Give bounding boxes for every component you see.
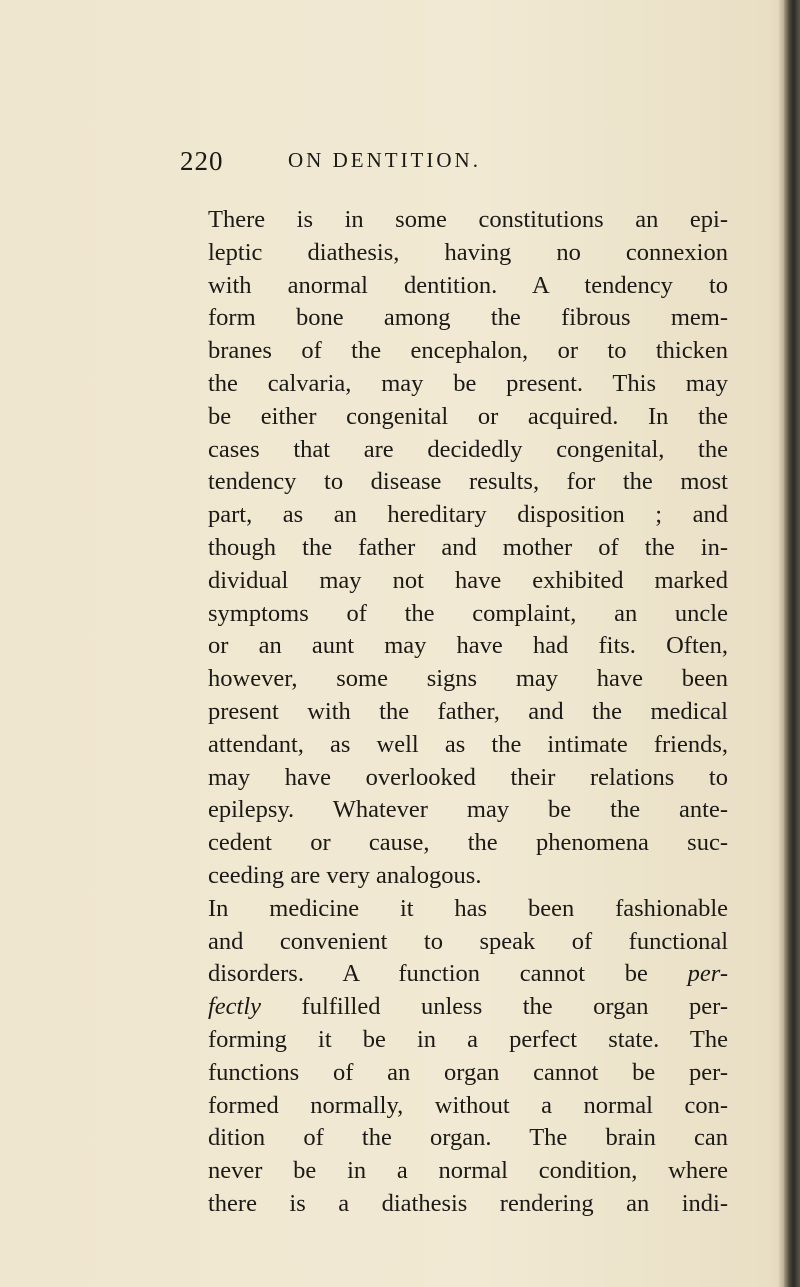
text-line: and convenient to speak of functional xyxy=(208,927,728,955)
text-line: the calvaria, may be present. This may xyxy=(208,369,728,397)
text-line-with-italic xyxy=(208,991,728,1024)
italic-word: fectly xyxy=(208,993,262,1021)
text-line: part, as an hereditary disposition ; and xyxy=(208,501,728,529)
text-line-with-italic xyxy=(208,958,728,991)
text-line: leptic diathesis, having no connexion xyxy=(208,238,728,266)
text-line: be either congenital or acquired. In the xyxy=(208,402,728,430)
text-line: functions of an organ cannot be per- xyxy=(208,1058,728,1086)
text-line: tendency to disease results, for the most xyxy=(208,468,728,496)
text-line: cases that are decidedly congenital, the xyxy=(208,435,728,463)
text-line: formed normally, without a normal con- xyxy=(208,1091,728,1119)
text-line: with anormal dentition. A tendency to xyxy=(208,271,728,299)
text-line: In medicine it has been fashionable xyxy=(208,894,728,922)
text-line: cedent or cause, the phenomena suc- xyxy=(208,829,728,857)
text-line: branes of the encephalon, or to thicken xyxy=(208,337,728,365)
book-binding-edge xyxy=(784,0,800,1287)
text-line: epilepsy. Whatever may be the ante- xyxy=(208,796,728,824)
text-line: though the father and mother of the in- xyxy=(208,533,728,561)
text-line: may have overlooked their relations to xyxy=(208,763,728,791)
page-number: 220 xyxy=(180,146,224,176)
running-title: ON DENTITION. xyxy=(288,148,481,172)
text-line: attendant, as well as the intimate friends, xyxy=(208,730,728,758)
text-line: present with the father, and the medical xyxy=(208,697,728,725)
text-line: symptoms of the complaint, an uncle xyxy=(208,599,728,627)
text-line: dition of the organ. The brain can xyxy=(208,1124,728,1152)
text-line: ceeding are very analogous. xyxy=(208,861,482,889)
text-line: dividual may not have exhibited marked xyxy=(208,566,728,594)
italic-word: per- xyxy=(687,960,728,988)
text-line: there is a diathesis rendering an indi- xyxy=(208,1189,728,1217)
body-text xyxy=(208,204,728,1221)
text-line: There is in some constitutions an epi- xyxy=(208,206,728,233)
text-line: or an aunt may have had fits. Often, xyxy=(208,632,728,660)
text-segment: disorders. A function cannot be xyxy=(208,960,688,988)
text-line: however, some signs may have been xyxy=(208,665,728,693)
text-line: form bone among the fibrous mem- xyxy=(208,304,728,332)
running-head xyxy=(180,146,720,186)
text-segment: fulfilled unless the organ per- xyxy=(261,993,728,1021)
text-line: forming it be in a perfect state. The xyxy=(208,1025,728,1053)
text-line: never be in a normal condition, where xyxy=(208,1157,728,1185)
